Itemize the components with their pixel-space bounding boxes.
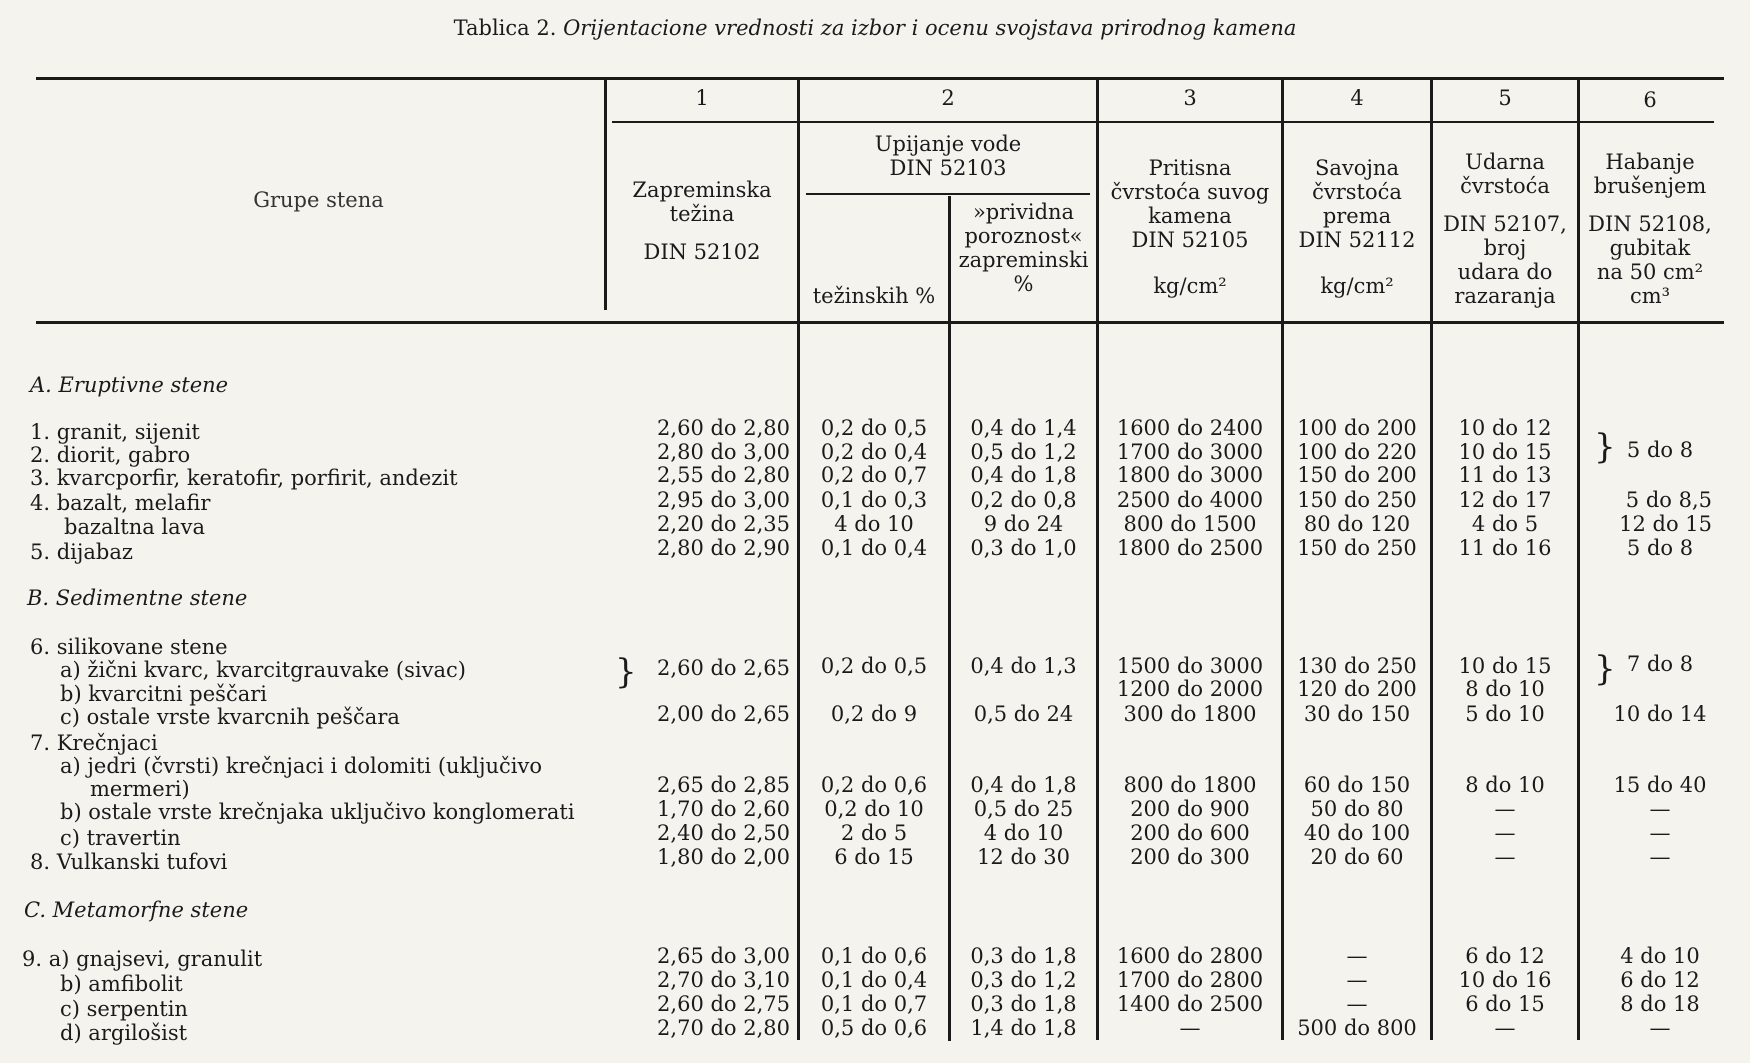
cell-c2a: 2 do 5 [840, 821, 908, 845]
cell-c1: 2,70 do 3,10 [657, 968, 790, 992]
col2b-line3: zapreminski [958, 248, 1089, 272]
cell-c6: — [1649, 797, 1671, 821]
cell-c5: 10 do 12 [1458, 416, 1552, 440]
row-label: 9. a) gnajsevi, granulit [22, 947, 263, 971]
col6-line1: Habanje [1605, 150, 1695, 174]
cell-c1: 1,70 do 2,60 [657, 797, 790, 821]
cell-c1: 2,70 do 2,80 [657, 1016, 790, 1040]
cell-c3: 1500 do 3000 [1116, 654, 1264, 678]
col5-header [1433, 150, 1577, 308]
cell-c4: 130 do 250 [1297, 654, 1417, 678]
cell-c2a: 0,2 do 0,4 [820, 440, 928, 464]
row-label: mermeri) [90, 777, 190, 801]
cell-c6: — [1649, 1016, 1671, 1040]
cell-c2a: 0,2 do 0,5 [820, 654, 928, 678]
colnum-3: 3 [1183, 86, 1197, 110]
cell-c2a: 0,1 do 0,3 [820, 488, 928, 512]
section-metamorphic: C. Metamorfne stene [24, 898, 249, 922]
cell-c1: 2,20 do 2,35 [657, 512, 790, 536]
header-bottom-rule [36, 321, 1724, 324]
col5-line6: razaranja [1454, 284, 1556, 308]
col3-line3: kamena [1148, 204, 1232, 228]
cell-c6: 4 do 10 [1620, 944, 1700, 968]
cell-c2b: 0,3 do 1,2 [970, 968, 1077, 992]
cell-c2b: 1,4 do 1,8 [970, 1016, 1077, 1040]
cell-c5: 6 do 12 [1465, 944, 1545, 968]
col3-line2: čvrstoća suvog [1110, 180, 1270, 204]
cell-c2b: 0,4 do 1,8 [970, 463, 1077, 487]
cell-c3: 1400 do 2500 [1116, 992, 1264, 1016]
cell-c3: 1700 do 3000 [1116, 440, 1264, 464]
col2b-line1: »prividna [972, 200, 1075, 224]
cell-c2a: 6 do 15 [834, 845, 914, 869]
row-label: 7. Krečnjaci [30, 731, 158, 755]
cell-c2a: 0,1 do 0,4 [820, 968, 928, 992]
cell-c2b: 0,4 do 1,8 [970, 773, 1077, 797]
cell-c5: 5 do 10 [1465, 702, 1545, 726]
col6-line5: na 50 cm² [1596, 260, 1704, 284]
col6-line4: gubitak [1609, 236, 1691, 260]
cell-c6: 8 do 18 [1620, 992, 1700, 1016]
cell-c4: 100 do 220 [1297, 440, 1417, 464]
cell-c1: 2,80 do 2,90 [657, 536, 790, 560]
col2b-line2: poroznost« [964, 224, 1083, 248]
cell-c6: 5 do 8 [1626, 438, 1694, 462]
cell-c2b: 12 do 30 [977, 845, 1070, 869]
divider-2 [797, 80, 800, 1040]
cell-c4: — [1346, 968, 1368, 992]
cell-c2b: 0,4 do 1,3 [970, 654, 1077, 678]
colnum-4: 4 [1350, 86, 1364, 110]
cell-c4: — [1346, 944, 1368, 968]
cell-c4: 500 do 800 [1297, 1016, 1417, 1040]
cell-c2a: 0,2 do 10 [824, 797, 924, 821]
col2a-header: težinskih % [812, 284, 936, 308]
cell-c2b: 0,3 do 1,0 [970, 536, 1077, 560]
cell-c4: — [1346, 992, 1368, 1016]
col1-header [607, 178, 797, 264]
col2-top-line2: DIN 52103 [889, 156, 1007, 180]
row-label: b) amfibolit [60, 972, 183, 996]
cell-c4: 150 do 200 [1297, 463, 1417, 487]
col5-line2: čvrstoća [1460, 174, 1550, 198]
cell-c1: 2,60 do 2,80 [657, 416, 790, 440]
cell-c4: 30 do 150 [1303, 702, 1411, 726]
col4-line3: prema [1322, 204, 1392, 228]
col5-line4: broj [1483, 236, 1527, 260]
col2b-line4: % [1013, 272, 1034, 296]
cell-c3: 1200 do 2000 [1116, 677, 1264, 701]
rowhead-label: Grupe stena [253, 188, 384, 212]
col3-header [1099, 156, 1281, 298]
cell-c3: 800 do 1500 [1123, 512, 1257, 536]
col3-line4: DIN 52105 [1131, 228, 1249, 252]
cell-c2a: 0,1 do 0,4 [820, 536, 928, 560]
row-label: 8. Vulkanski tufovi [30, 850, 228, 874]
cell-c5: 12 do 17 [1458, 488, 1552, 512]
col2-header-top [800, 132, 1096, 180]
cell-c5: — [1494, 797, 1516, 821]
col6-line2: brušenjem [1593, 174, 1707, 198]
cell-c3: — [1179, 1016, 1201, 1040]
cell-c1: 2,65 do 3,00 [657, 944, 790, 968]
table-caption: Orijentacione vrednosti za izbor i ocenu svojstava prirodnog kamena [563, 16, 1297, 40]
cell-c4: 80 do 120 [1303, 512, 1411, 536]
colnum-rule [612, 121, 1714, 123]
col5-line3: DIN 52107, [1443, 212, 1567, 236]
cell-c2a: 0,2 do 0,7 [820, 463, 928, 487]
col4-header [1284, 156, 1430, 298]
upijanje-rule [806, 193, 1090, 195]
cell-c3: 200 do 300 [1130, 845, 1250, 869]
col4-line2: čvrstoća [1312, 180, 1402, 204]
cell-c4: 150 do 250 [1297, 536, 1417, 560]
col4-line1: Savojna [1315, 156, 1399, 180]
cell-c5: 10 do 16 [1458, 968, 1552, 992]
top-rule [36, 77, 1724, 80]
col6-line3: DIN 52108, [1588, 212, 1712, 236]
col5-line1: Udarna [1465, 150, 1545, 174]
cell-c4: 40 do 100 [1303, 821, 1411, 845]
row-label: a) žični kvarc, kvarcitgrauvake (sivac) [60, 658, 466, 682]
row-label: b) kvarcitni peščari [60, 682, 267, 706]
row-label: c) ostale vrste kvarcnih peščara [60, 705, 400, 729]
cell-c5: — [1494, 845, 1516, 869]
cell-c3: 200 do 600 [1130, 821, 1250, 845]
cell-c2b: 0,5 do 24 [973, 702, 1074, 726]
col5-line5: udara do [1457, 260, 1553, 284]
cell-c4: 60 do 150 [1303, 773, 1411, 797]
cell-c2a: 0,2 do 9 [830, 702, 918, 726]
cell-c6: 6 do 12 [1620, 968, 1700, 992]
cell-c2b: 0,5 do 1,2 [970, 440, 1077, 464]
cell-c6: — [1649, 821, 1671, 845]
cell-c5: 8 do 10 [1465, 677, 1545, 701]
section-eruptive: A. Eruptivne stene [30, 373, 229, 397]
cell-c2b: 0,2 do 0,8 [970, 488, 1077, 512]
row-label: bazaltna lava [64, 515, 206, 539]
cell-c1: 2,40 do 2,50 [657, 821, 790, 845]
cell-c2a: 0,2 do 0,6 [820, 773, 928, 797]
cell-c6: 5 do 8,5 [1625, 488, 1712, 512]
cell-c2a: 0,5 do 0,6 [820, 1016, 928, 1040]
brace-col1-sedimentary: } [615, 652, 637, 692]
col4-line5: kg/cm² [1320, 274, 1394, 298]
cell-c1: 2,55 do 2,80 [657, 463, 790, 487]
cell-c1: 2,65 do 2,85 [657, 773, 790, 797]
cell-c3: 1600 do 2800 [1116, 944, 1264, 968]
cell-c3: 300 do 1800 [1123, 702, 1257, 726]
col3-line5: kg/cm² [1153, 274, 1227, 298]
cell-c6: 7 do 8 [1626, 652, 1694, 676]
cell-c3: 1800 do 3000 [1116, 463, 1264, 487]
cell-c2b: 9 do 24 [983, 512, 1064, 536]
cell-c5: 11 do 13 [1458, 463, 1552, 487]
colnum-2: 2 [941, 86, 955, 110]
row-label: 5. dijabaz [30, 540, 133, 564]
brace-col6-eruptive: } [1594, 427, 1616, 467]
row-label: 3. kvarcporfir, keratofir, porfirit, andezit [30, 466, 458, 490]
cell-c4: 50 do 80 [1310, 797, 1404, 821]
row-label: 2. diorit, gabro [30, 443, 191, 467]
cell-c4: 100 do 200 [1297, 416, 1417, 440]
cell-c2a: 0,1 do 0,7 [820, 992, 928, 1016]
cell-c5: — [1494, 1016, 1516, 1040]
row-label: 4. bazalt, melafir [30, 491, 211, 515]
col3-line1: Pritisna [1148, 156, 1232, 180]
cell-c3: 800 do 1800 [1123, 773, 1257, 797]
cell-c4: 20 do 60 [1310, 845, 1404, 869]
cell-c3: 2500 do 4000 [1116, 488, 1264, 512]
col2b-header [951, 200, 1096, 296]
row-label: 1. granit, sijenit [30, 420, 200, 444]
row-label: a) jedri (čvrsti) krečnjaci i dolomiti (uključivo [60, 754, 542, 778]
cell-c1: 1,80 do 2,00 [657, 845, 790, 869]
cell-c6: 10 do 14 [1613, 702, 1707, 726]
cell-c3: 1800 do 2500 [1116, 536, 1264, 560]
cell-c3: 200 do 900 [1130, 797, 1250, 821]
col1-line1: Zapreminska [632, 178, 772, 202]
row-label: c) serpentin [60, 997, 188, 1021]
cell-c3: 1600 do 2400 [1116, 416, 1264, 440]
table-number: Tablica 2. [453, 16, 557, 40]
cell-c2a: 0,2 do 0,5 [820, 416, 928, 440]
section-sedimentary: B. Sedimentne stene [27, 586, 248, 610]
row-label: c) travertin [60, 826, 181, 850]
row-label: 6. silikovane stene [30, 635, 228, 659]
cell-c6: 12 do 15 [1619, 512, 1712, 536]
cell-c2b: 0,3 do 1,8 [970, 992, 1077, 1016]
col2-top-line1: Upijanje vode [874, 132, 1022, 156]
colnum-1: 1 [695, 86, 709, 110]
cell-c5: 11 do 16 [1458, 536, 1552, 560]
cell-c1: 2,80 do 3,00 [657, 440, 790, 464]
cell-c1: 2,60 do 2,75 [657, 992, 790, 1016]
cell-c2b: 0,4 do 1,4 [970, 416, 1077, 440]
cell-c3: 1700 do 2800 [1116, 968, 1264, 992]
col4-line4: DIN 52112 [1298, 228, 1416, 252]
col6-header [1580, 150, 1720, 308]
colnum-5: 5 [1498, 86, 1512, 110]
cell-c4: 150 do 250 [1297, 488, 1417, 512]
row-label: d) argilošist [60, 1021, 188, 1045]
cell-c5: 10 do 15 [1458, 654, 1552, 678]
cell-c1: 2,95 do 3,00 [657, 488, 790, 512]
cell-c6: 5 do 8 [1626, 536, 1694, 560]
table-title [0, 16, 1750, 40]
cell-c4: 120 do 200 [1297, 677, 1417, 701]
col1-line3: DIN 52102 [643, 240, 761, 264]
cell-c2b: 4 do 10 [983, 821, 1064, 845]
cell-c1: 2,60 do 2,65 [657, 656, 790, 680]
row-label: b) ostale vrste krečnjaka uključivo konglomerati [60, 800, 575, 824]
cell-c5: 6 do 15 [1465, 992, 1545, 1016]
col1-line2: težina [669, 202, 735, 226]
colnum-6: 6 [1643, 88, 1657, 112]
col6-line6: cm³ [1629, 284, 1671, 308]
divider-3 [948, 196, 951, 1041]
cell-c2a: 0,1 do 0,6 [820, 944, 928, 968]
cell-c5: 4 do 5 [1471, 512, 1539, 536]
cell-c1: 2,00 do 2,65 [657, 702, 790, 726]
cell-c2b: 0,3 do 1,8 [970, 944, 1077, 968]
cell-c6: — [1649, 845, 1671, 869]
cell-c5: 8 do 10 [1465, 773, 1545, 797]
cell-c5: 10 do 15 [1458, 440, 1552, 464]
cell-c2b: 0,5 do 25 [973, 797, 1074, 821]
cell-c5: — [1494, 821, 1516, 845]
brace-col6-sedimentary: } [1594, 649, 1616, 689]
cell-c2a: 4 do 10 [834, 512, 914, 536]
cell-c6: 15 do 40 [1613, 773, 1707, 797]
